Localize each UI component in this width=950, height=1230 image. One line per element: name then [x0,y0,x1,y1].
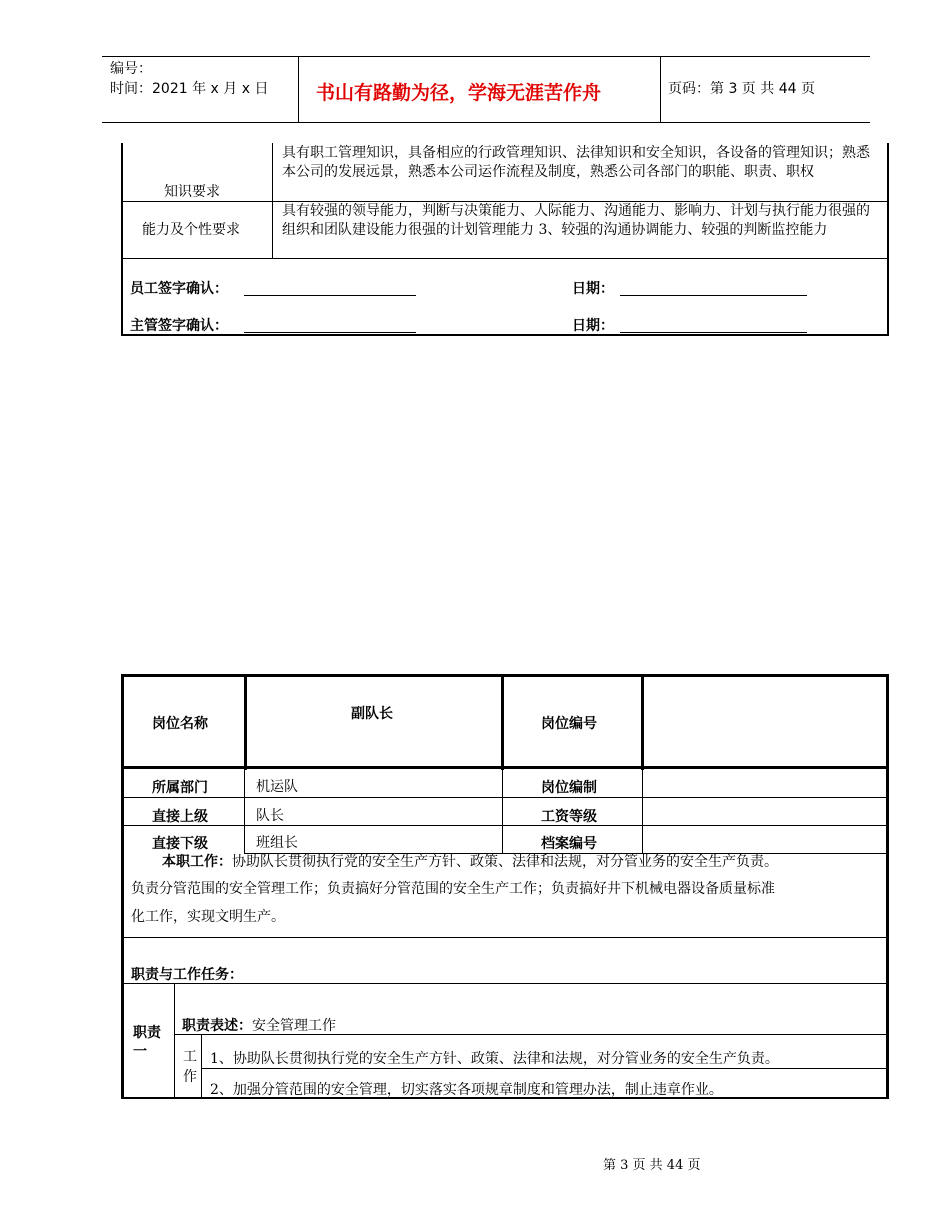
duty-desc-label: 职责表述： [182,1018,252,1034]
header-divider [298,56,299,122]
employee-sign-line[interactable] [244,295,416,296]
task-item: 1、协助队长贯彻执行党的安全生产方针、政策、法律和法规，对分管业务的安全生产负责。 [210,1051,779,1067]
superior-value: 队长 [256,808,284,824]
duty-desc-value: 安全管理工作 [252,1018,336,1034]
supervisor-sign-line[interactable] [244,332,416,333]
employee-date-line[interactable] [620,295,807,296]
header-divider [660,56,661,122]
cell-border [201,1034,202,1098]
header-bottom-rule [102,122,870,123]
table-border-right [886,674,889,1099]
document-time: 时间：2021 年 x 月 x 日 [110,81,269,97]
knowledge-text: 具有职工管理知识，具备相应的行政管理知识、法律知识和安全知识，各设备的管理知识；熟悉本公司的发展远景，熟悉本公司运作流程及制度，熟悉公司各部门的职能、职责、职权 [282,145,870,180]
row-border [201,1068,886,1069]
table-border-bottom [121,334,889,336]
supervisor-sign-label: 主管签字确认： [130,318,228,334]
table-row-divider [122,258,888,259]
position-name-label: 岗位名称 [152,716,208,732]
supervisor-date-line[interactable] [620,332,807,333]
ability-text: 具有较强的领导能力，判断与决策能力、人际能力、沟通能力、影响力、计划与执行能力很强的组织和团队建设能力很强的计划管理能力 3、较强的沟通协调能力、较强的判断监控能力 [282,203,870,238]
work-label: 工作 [183,1049,197,1085]
main-work [162,852,778,872]
subordinate-label: 直接下级 [152,836,208,852]
main-work-text: 负责分管范围的安全管理工作；负责搞好分管范围的安全生产工作；负责搞好井下机械电器设备质量标准 [131,881,775,897]
row-border [124,937,886,938]
header-page-info: 页码：第 3 页 共 44 页 [668,81,815,97]
main-work-text: 协助队长贯彻执行党的安全生产方针、政策、法律和法规，对分管业务的安全生产负责。 [232,854,778,870]
header-top-rule [102,56,870,57]
file-number-label: 档案编号 [541,836,597,852]
row-border [124,797,886,798]
cell-border [244,674,247,770]
employee-date-label: 日期： [572,281,614,297]
duty-one-label: 职责一 [133,1025,161,1060]
employee-sign-label: 员工签字确认： [130,281,228,297]
department-value: 机运队 [256,779,298,795]
salary-grade-label: 工资等级 [541,809,597,825]
page-footer: 第 3 页 共 44 页 [603,1158,701,1173]
duties-label: 职责与工作任务： [131,967,243,983]
table-border-left [121,143,123,336]
row-border-thick [121,766,889,769]
supervisor-date-label: 日期： [572,318,614,334]
main-work-text: 化工作，实现文明生产。 [131,909,285,925]
position-name-value: 副队长 [351,706,393,722]
ability-label: 能力及个性要求 [142,222,240,238]
row-border [174,1034,886,1035]
table-border-right [887,143,889,336]
cell-border [174,983,175,1098]
cell-border [244,769,245,853]
cell-border [641,674,644,770]
task-item: 2、加强分管范围的安全管理，切实落实各项规章制度和管理办法，制止违章作业。 [210,1082,723,1098]
superior-label: 直接上级 [152,809,208,825]
document-number-label: 编号： [110,61,152,77]
position-code-label: 岗位编号 [541,716,597,732]
duty-description [182,1016,336,1036]
row-border [124,983,886,984]
knowledge-label: 知识要求 [164,184,220,200]
department-label: 所属部门 [152,780,208,796]
table-border-left [121,674,124,1099]
table-border-top [121,674,889,677]
main-work-label: 本职工作： [162,854,232,870]
cell-border [502,769,503,853]
cell-border [642,769,643,853]
row-border [124,825,886,826]
cell-border [501,674,504,770]
subordinate-value: 班组长 [256,835,298,851]
header-motto: 书山有路勤为径，学海无涯苦作舟 [316,82,602,104]
staffing-label: 岗位编制 [541,780,597,796]
